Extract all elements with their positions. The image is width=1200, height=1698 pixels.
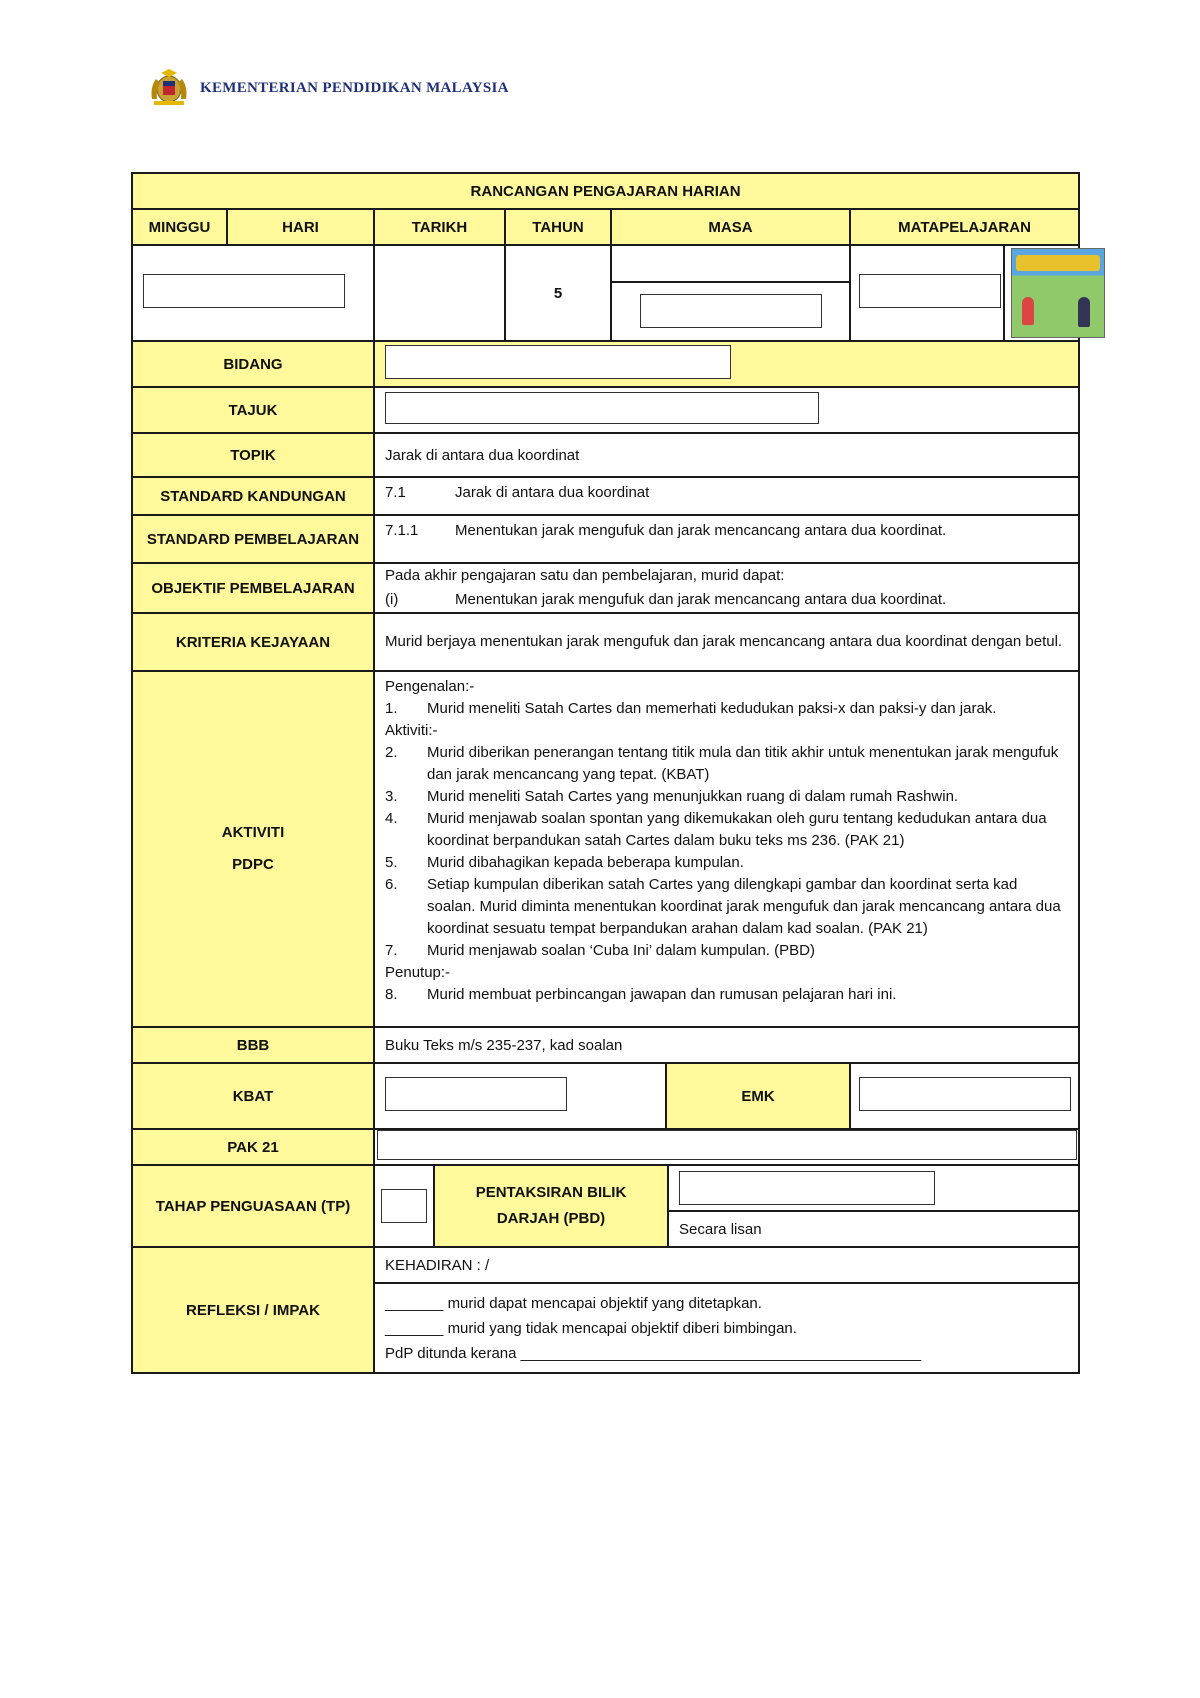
minggu-hari-cell — [132, 245, 374, 341]
list-item: 5. Murid dibahagikan kepada beberapa kumpulan. — [385, 854, 744, 871]
list-item: 3. Murid meneliti Satah Cartes yang menunjukkan ruang di dalam rumah Rashwin. — [385, 788, 959, 805]
section-pengenalan: Pengenalan:- — [385, 678, 475, 695]
ministry-name: KEMENTERIAN PENDIDIKAN MALAYSIA — [200, 79, 509, 96]
kriteria-value: Murid berjaya menentukan jarak mengufuk dan jarak mencancang antara dua koordinat dengan betul. — [374, 613, 1079, 671]
aktiviti-content — [374, 671, 1079, 1027]
tajuk-value — [374, 387, 1079, 433]
col-matapelajaran: MATAPELAJARAN — [850, 209, 1079, 245]
masa-cell — [611, 245, 850, 341]
section-aktiviti: Aktiviti:- — [385, 722, 438, 739]
matapelajaran-cell — [850, 245, 1004, 341]
emk-value — [850, 1063, 1079, 1129]
redaction-box — [859, 274, 1001, 308]
redaction-box — [385, 392, 819, 424]
label-topik: TOPIK — [132, 433, 374, 477]
topik-value: Jarak di antara dua koordinat — [374, 433, 1079, 477]
label-pbd-line2: DARJAH (PBD) — [496, 1210, 606, 1227]
sp-code: 7.1.1 — [385, 522, 419, 539]
tp-pbd-cell — [374, 1165, 1079, 1247]
refleksi-line2: _______ murid yang tidak mencapai objektif diberi bimbingan. — [385, 1319, 797, 1337]
list-item: 8. Murid membuat perbincangan jawapan dan rumusan pelajaran hari ini. — [385, 986, 897, 1003]
label-pbd-line1: PENTAKSIRAN BILIK — [475, 1184, 627, 1201]
kehadiran: KEHADIRAN : / — [374, 1247, 1079, 1283]
label-kriteria-kejayaan: KRITERIA KEJAYAAN — [132, 613, 374, 671]
refleksi-line3: PdP ditunda kerana ________________________________________________ — [385, 1344, 922, 1362]
label-objektif-pembelajaran: OBJEKTIF PEMBELAJARAN — [132, 563, 374, 613]
col-tarikh: TARIKH — [374, 209, 505, 245]
op-code: (i) — [385, 591, 399, 608]
label-bbb: BBB — [132, 1027, 374, 1063]
col-minggu: MINGGU — [132, 209, 227, 245]
sp-text: Menentukan jarak mengufuk dan jarak mencancang antara dua koordinat. — [455, 522, 947, 539]
bidang-value — [374, 341, 1079, 387]
list-item: 6. Setiap kumpulan diberikan satah Cartes yang dilengkapi gambar dan koordinat serta kad soalan. Murid diminta menentukan koordinat jarak mengufuk dan jarak mencancang antara dua koordinat sesuatu tempat berpandukan arahan dalam kad soalan. (PAK 21) — [385, 876, 1061, 937]
pbd-value: Secara lisan — [679, 1220, 762, 1238]
col-masa: MASA — [611, 209, 850, 245]
label-bidang: BIDANG — [132, 341, 374, 387]
op-text: Menentukan jarak mengufuk dan jarak mencancang antara dua koordinat. — [455, 591, 947, 608]
refleksi-content — [374, 1283, 1079, 1373]
list-item: 4. Murid menjawab soalan spontan yang dikemukakan oleh guru tentang kedudukan antara dua koordinat berpandukan satah Cartes dalam buku teks ms 236. (PAK 21) — [385, 810, 1047, 849]
tahun-value: 5 — [505, 245, 611, 341]
redaction-box — [377, 1130, 1077, 1160]
textbook-thumbnail-cell — [1004, 245, 1079, 341]
list-item: 2. Murid diberikan penerangan tentang titik mula dan titik akhir untuk menentukan jarak mengufuk dan jarak mencancang yang tepat. (KBAT) — [385, 744, 1059, 783]
label-aktiviti-line1: AKTIVITI — [221, 824, 285, 841]
label-kbat: KBAT — [132, 1063, 374, 1129]
plan-title: RANCANGAN PENGAJARAN HARIAN — [132, 173, 1079, 209]
redaction-box — [143, 274, 345, 308]
label-pak21: PAK 21 — [132, 1129, 374, 1165]
malaysia-crest-icon — [146, 69, 192, 107]
objektif-value — [374, 563, 1079, 613]
col-hari: HARI — [227, 209, 374, 245]
section-penutup: Penutup:- — [385, 964, 451, 981]
redaction-box — [640, 294, 822, 328]
kbat-value — [374, 1063, 666, 1129]
redaction-box — [385, 1077, 567, 1111]
redaction-box — [859, 1077, 1071, 1111]
list-item: 7. Murid menjawab soalan ‘Cuba Ini’ dalam kumpulan. (PBD) — [385, 942, 815, 959]
label-standard-kandungan: STANDARD KANDUNGAN — [132, 477, 374, 515]
standard-pembelajaran-value — [374, 515, 1079, 563]
label-aktiviti — [132, 671, 374, 1027]
standard-kandungan-value — [374, 477, 1079, 515]
label-aktiviti-line2: PDPC — [232, 856, 274, 873]
textbook-cover-image — [1011, 248, 1105, 338]
redaction-box — [385, 345, 731, 379]
sk-text: Jarak di antara dua koordinat — [455, 484, 650, 501]
sk-code: 7.1 — [385, 484, 406, 501]
tarikh-cell — [374, 245, 505, 341]
bbb-value: Buku Teks m/s 235-237, kad soalan — [374, 1027, 1079, 1063]
pak21-value — [374, 1129, 1079, 1165]
list-item: 1. Murid meneliti Satah Cartes dan memerhati kedudukan paksi-x dan paksi-y dan jarak. — [385, 700, 997, 717]
label-tajuk: TAJUK — [132, 387, 374, 433]
redaction-box — [381, 1189, 427, 1223]
label-pbd — [435, 1166, 669, 1246]
label-emk: EMK — [666, 1063, 850, 1129]
op-intro: Pada akhir pengajaran satu dan pembelajaran, murid dapat: — [385, 567, 785, 584]
label-standard-pembelajaran: STANDARD PEMBELAJARAN — [132, 515, 374, 563]
redaction-box — [679, 1171, 935, 1205]
label-refleksi: REFLEKSI / IMPAK — [132, 1247, 374, 1373]
label-tahap-penguasaan: TAHAP PENGUASAAN (TP) — [132, 1165, 374, 1247]
refleksi-line1: _______ murid dapat mencapai objektif yang ditetapkan. — [385, 1294, 762, 1312]
col-tahun: TAHUN — [505, 209, 611, 245]
lesson-plan-table — [131, 172, 1080, 1374]
page-header — [146, 68, 509, 108]
